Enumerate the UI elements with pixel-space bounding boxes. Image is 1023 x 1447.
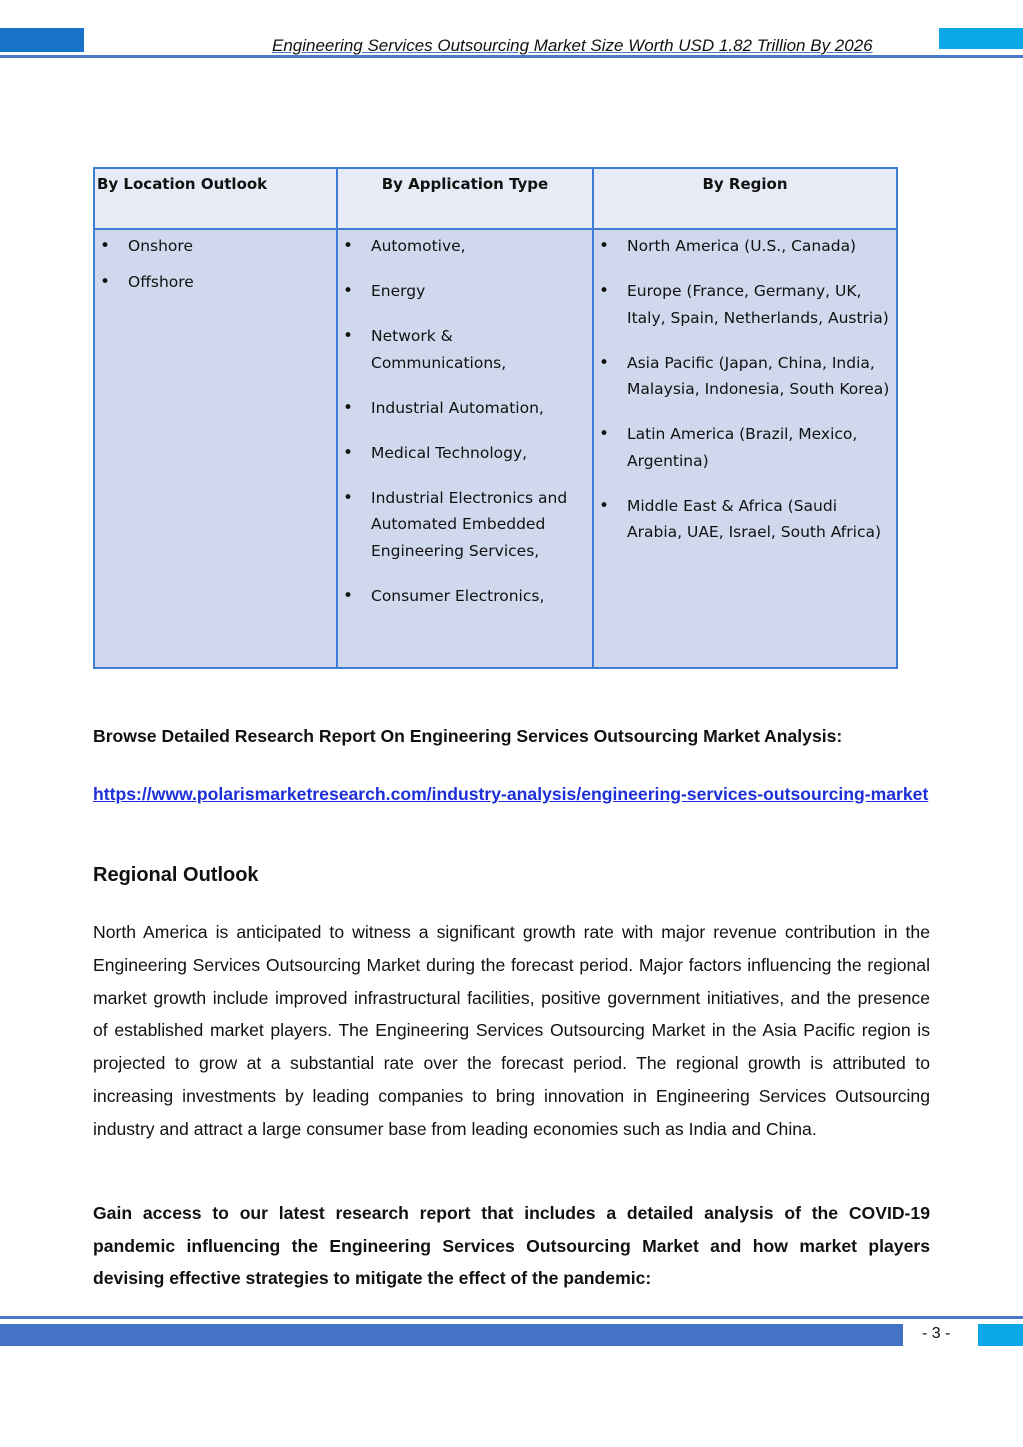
list-item: • Network & Communications,	[338, 323, 592, 376]
application-list	[338, 230, 592, 609]
document-header-title: Engineering Services Outsourcing Market Size Worth USD 1.82 Trillion By 2026	[272, 36, 873, 55]
list-item: • Medical Technology,	[338, 440, 592, 467]
list-item: • Onshore	[95, 233, 336, 260]
list-item: • North America (U.S., Canada)	[594, 233, 896, 260]
list-item: • Europe (France, Germany, UK, Italy, Spain, Netherlands, Austria)	[594, 278, 896, 331]
header-accent-right	[939, 28, 1023, 49]
column-heading-location: By Location Outlook	[95, 169, 338, 228]
list-item: • Offshore	[95, 269, 336, 296]
list-item: • Industrial Automation,	[338, 395, 592, 422]
regional-outlook-paragraph: North America is anticipated to witness a significant growth rate with major revenue contribution in the Engineering Services Outsourcing Market during the forecast period. Major factors influencing the regional market growth include improved infrastructural facilities, positive government initiatives, and the presence of established market players. The Engineering Services Outsourcing Market in the Asia Pacific region is projected to grow at a substantial rate over the forecast period. The regional growth is attributed to increasing investments by leading companies to bring innovation in Engineering Services Outsourcing industry and attract a large consumer base from leading economies such as India and China.	[93, 922, 930, 1139]
location-column	[95, 230, 338, 667]
list-item: • Middle East & Africa (Saudi Arabia, UAE, Israel, South Africa)	[594, 493, 896, 546]
list-item: • Industrial Electronics and Automated Embedded Engineering Services,	[338, 485, 592, 565]
table-header-row	[95, 169, 896, 230]
application-column	[338, 230, 594, 667]
section-heading: Regional Outlook	[93, 864, 259, 886]
region-column	[594, 230, 896, 667]
header-accent-left	[0, 28, 84, 52]
footer-accent-right	[978, 1324, 1023, 1346]
list-item: • Consumer Electronics,	[338, 583, 592, 610]
region-list	[594, 230, 896, 546]
page-number: - 3 -	[922, 1325, 951, 1342]
list-item: • Energy	[338, 278, 592, 305]
table-body-row	[95, 230, 896, 667]
covid-access-paragraph: Gain access to our latest research report that includes a detailed analysis of the COVID-19 pandemic influencing the Engineering Services Outsourcing Market and how market players devising effective strategies to mitigate the effect of the pandemic:	[93, 1203, 930, 1288]
header-rule	[0, 55, 1023, 58]
segmentation-table	[93, 167, 898, 669]
list-item: • Latin America (Brazil, Mexico, Argentina)	[594, 421, 896, 474]
list-item: • Asia Pacific (Japan, China, India, Malaysia, Indonesia, South Korea)	[594, 350, 896, 403]
list-item: • Automotive,	[338, 233, 592, 260]
footer-bar	[0, 1324, 903, 1346]
column-heading-application: By Application Type	[338, 169, 594, 228]
location-list	[95, 230, 336, 295]
browse-report-label: Browse Detailed Research Report On Engineering Services Outsourcing Market Analysis:	[93, 726, 843, 746]
column-heading-region: By Region	[702, 175, 788, 193]
report-link[interactable]: https://www.polarismarketresearch.com/industry-analysis/engineering-services-outsourcing-market	[93, 784, 929, 804]
footer-rule	[0, 1316, 1023, 1319]
